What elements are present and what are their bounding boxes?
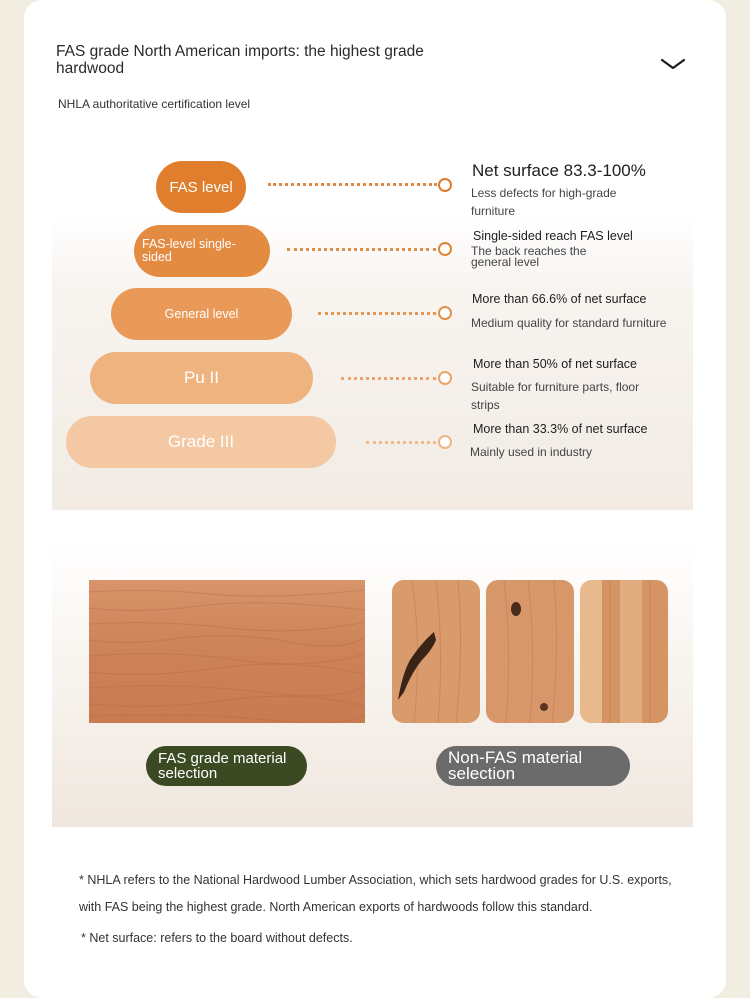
fas-wood-image bbox=[89, 580, 365, 723]
grade-desc-secondary: Medium quality for standard furniture bbox=[471, 316, 667, 330]
page-title: FAS grade North American imports: the highest grade hardwood bbox=[56, 43, 424, 77]
grade-pill-general: General level bbox=[111, 288, 292, 340]
grade-desc-primary: More than 50% of net surface bbox=[473, 357, 637, 371]
grade-desc-secondary: Mainly used in industry bbox=[470, 445, 593, 459]
grade-desc-secondary: Less defects for high-grade furniture bbox=[471, 186, 617, 218]
non-fas-wood-image-sapwood bbox=[580, 580, 668, 723]
grade-pill-fas-single: FAS-level single-sided bbox=[134, 225, 270, 277]
connector-dots bbox=[268, 183, 437, 186]
certification-subtitle: NHLA authoritative certification level bbox=[58, 97, 251, 111]
connector-ring-icon bbox=[438, 242, 452, 256]
fas-material-label: FAS grade material selection bbox=[146, 746, 307, 786]
grade-pill-grade-iii: Grade III bbox=[66, 416, 336, 468]
non-fas-wood-image-knot bbox=[392, 580, 480, 723]
connector-dots bbox=[318, 312, 436, 315]
grade-desc-secondary: The back reaches the general level bbox=[471, 244, 587, 269]
net-surface-footnote: * Net surface: refers to the board without defects. bbox=[81, 931, 353, 945]
nhla-footnote: * NHLA refers to the National Hardwood Lumber Association, which sets hardwood grades for U.S. exports, with FAS being the highest grade. North American exports of hardwoods follow this standard. bbox=[79, 873, 672, 914]
non-fas-wood-image-defect bbox=[486, 580, 574, 723]
connector-ring-icon bbox=[438, 178, 452, 192]
connector-ring-icon bbox=[438, 371, 452, 385]
grade-pill-fas: FAS level bbox=[156, 161, 246, 213]
grade-desc-primary: More than 33.3% of net surface bbox=[473, 422, 648, 436]
chevron-down-icon[interactable] bbox=[660, 56, 686, 72]
grade-desc-primary: Single-sided reach FAS level bbox=[473, 229, 633, 243]
non-fas-material-label: Non-FAS material selection bbox=[436, 746, 630, 786]
grade-desc-primary: Net surface 83.3-100% bbox=[472, 161, 646, 180]
connector-dots bbox=[341, 377, 436, 380]
connector-dots bbox=[287, 248, 436, 251]
connector-ring-icon bbox=[438, 306, 452, 320]
connector-dots bbox=[366, 441, 436, 444]
connector-ring-icon bbox=[438, 435, 452, 449]
grade-pill-pu-ii: Pu II bbox=[90, 352, 313, 404]
grade-desc-secondary: Suitable for furniture parts, floor strips bbox=[471, 380, 640, 412]
grade-desc-primary: More than 66.6% of net surface bbox=[472, 292, 647, 306]
